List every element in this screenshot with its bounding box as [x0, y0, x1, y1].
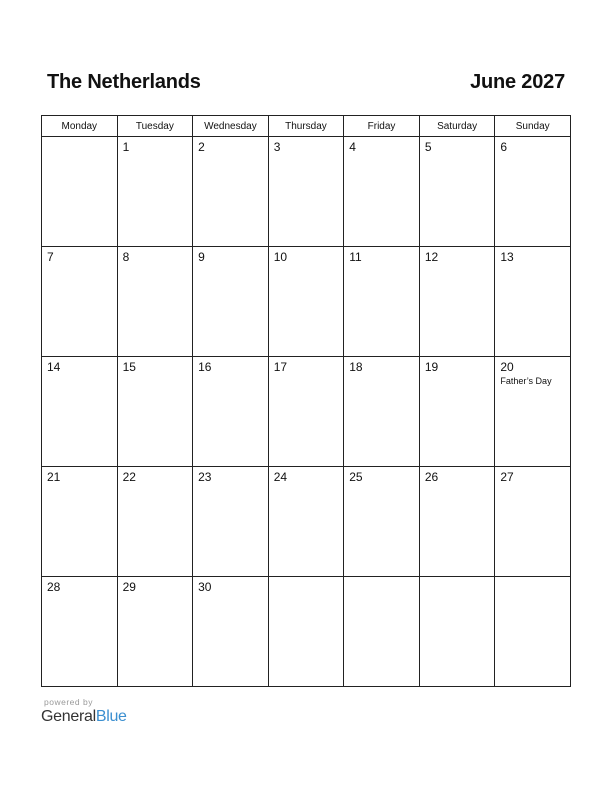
weekday-header-row — [42, 116, 571, 137]
day-cell — [344, 247, 420, 357]
day-number: 21 — [47, 470, 61, 484]
day-cell — [419, 357, 495, 467]
day-cell — [268, 357, 344, 467]
weekday-friday: Friday — [344, 116, 420, 137]
day-number: 6 — [500, 140, 508, 154]
day-cell — [268, 247, 344, 357]
day-cell — [42, 247, 118, 357]
day-number: 29 — [122, 580, 136, 594]
day-number — [420, 577, 495, 581]
day-cell — [344, 467, 420, 577]
day-cell — [344, 357, 420, 467]
day-number: 2 — [198, 140, 205, 154]
brand-blue-text: Blue — [95, 708, 127, 725]
weekday-thursday: Thursday — [268, 116, 344, 137]
day-cell — [42, 137, 118, 247]
holiday-label: Father’s Day — [500, 376, 552, 386]
day-cell — [42, 467, 118, 577]
weekday-sunday: Sunday — [495, 116, 571, 137]
day-number: 25 — [349, 470, 363, 484]
day-cell — [495, 357, 571, 467]
generalblue-logo[interactable] — [41, 708, 127, 726]
day-cell — [495, 247, 571, 357]
day-number: 3 — [273, 140, 281, 154]
day-number: 26 — [424, 470, 439, 484]
week-row — [42, 247, 571, 357]
day-number: 27 — [500, 470, 514, 484]
day-cell — [419, 577, 495, 687]
day-number — [269, 577, 344, 581]
day-cell — [419, 467, 495, 577]
day-number — [42, 137, 117, 141]
day-number: 15 — [122, 360, 136, 374]
day-cell — [117, 357, 193, 467]
day-number: 18 — [349, 360, 363, 374]
day-number: 28 — [47, 580, 61, 594]
day-number: 17 — [273, 360, 288, 374]
day-number — [344, 577, 419, 581]
day-number: 13 — [500, 250, 514, 264]
day-cell — [42, 357, 118, 467]
day-number: 11 — [349, 250, 362, 264]
day-number: 20 — [500, 360, 514, 374]
day-cell — [193, 467, 269, 577]
day-cell — [419, 247, 495, 357]
day-number: 1 — [122, 140, 130, 154]
day-number: 9 — [198, 250, 205, 264]
day-number: 19 — [424, 360, 439, 374]
day-number: 8 — [122, 250, 130, 264]
month-title: June 2027 — [470, 71, 565, 93]
week-row — [42, 357, 571, 467]
day-number: 23 — [198, 470, 212, 484]
day-number: 24 — [273, 470, 288, 484]
day-cell — [117, 577, 193, 687]
week-row — [42, 467, 571, 577]
day-number: 4 — [349, 140, 356, 154]
weekday-wednesday: Wednesday — [193, 116, 269, 137]
day-cell — [193, 577, 269, 687]
day-cell — [495, 467, 571, 577]
day-cell — [193, 137, 269, 247]
powered-by-label: powered by — [44, 697, 93, 707]
day-cell — [495, 577, 571, 687]
country-title: The Netherlands — [47, 71, 201, 93]
day-cell — [117, 467, 193, 577]
calendar-grid — [41, 115, 571, 687]
day-cell — [344, 137, 420, 247]
day-cell — [117, 137, 193, 247]
weekday-monday: Monday — [42, 116, 118, 137]
day-number: 10 — [273, 250, 288, 264]
weekday-tuesday: Tuesday — [117, 116, 193, 137]
week-row — [42, 137, 571, 247]
day-cell — [193, 357, 269, 467]
day-cell — [42, 577, 118, 687]
day-cell — [193, 247, 269, 357]
weekday-saturday: Saturday — [419, 116, 495, 137]
day-number: 14 — [47, 360, 61, 374]
day-number — [495, 577, 570, 581]
day-number: 30 — [198, 580, 212, 594]
day-cell — [117, 247, 193, 357]
day-number: 22 — [122, 470, 136, 484]
day-cell — [268, 137, 344, 247]
day-cell — [268, 577, 344, 687]
day-number: 12 — [424, 250, 439, 264]
day-number: 16 — [198, 360, 212, 374]
day-cell — [268, 467, 344, 577]
brand-general-text: General — [41, 708, 96, 725]
day-number: 7 — [47, 250, 54, 264]
day-cell — [495, 137, 571, 247]
day-cell — [344, 577, 420, 687]
day-cell — [419, 137, 495, 247]
week-row — [42, 577, 571, 687]
day-number: 5 — [424, 140, 432, 154]
